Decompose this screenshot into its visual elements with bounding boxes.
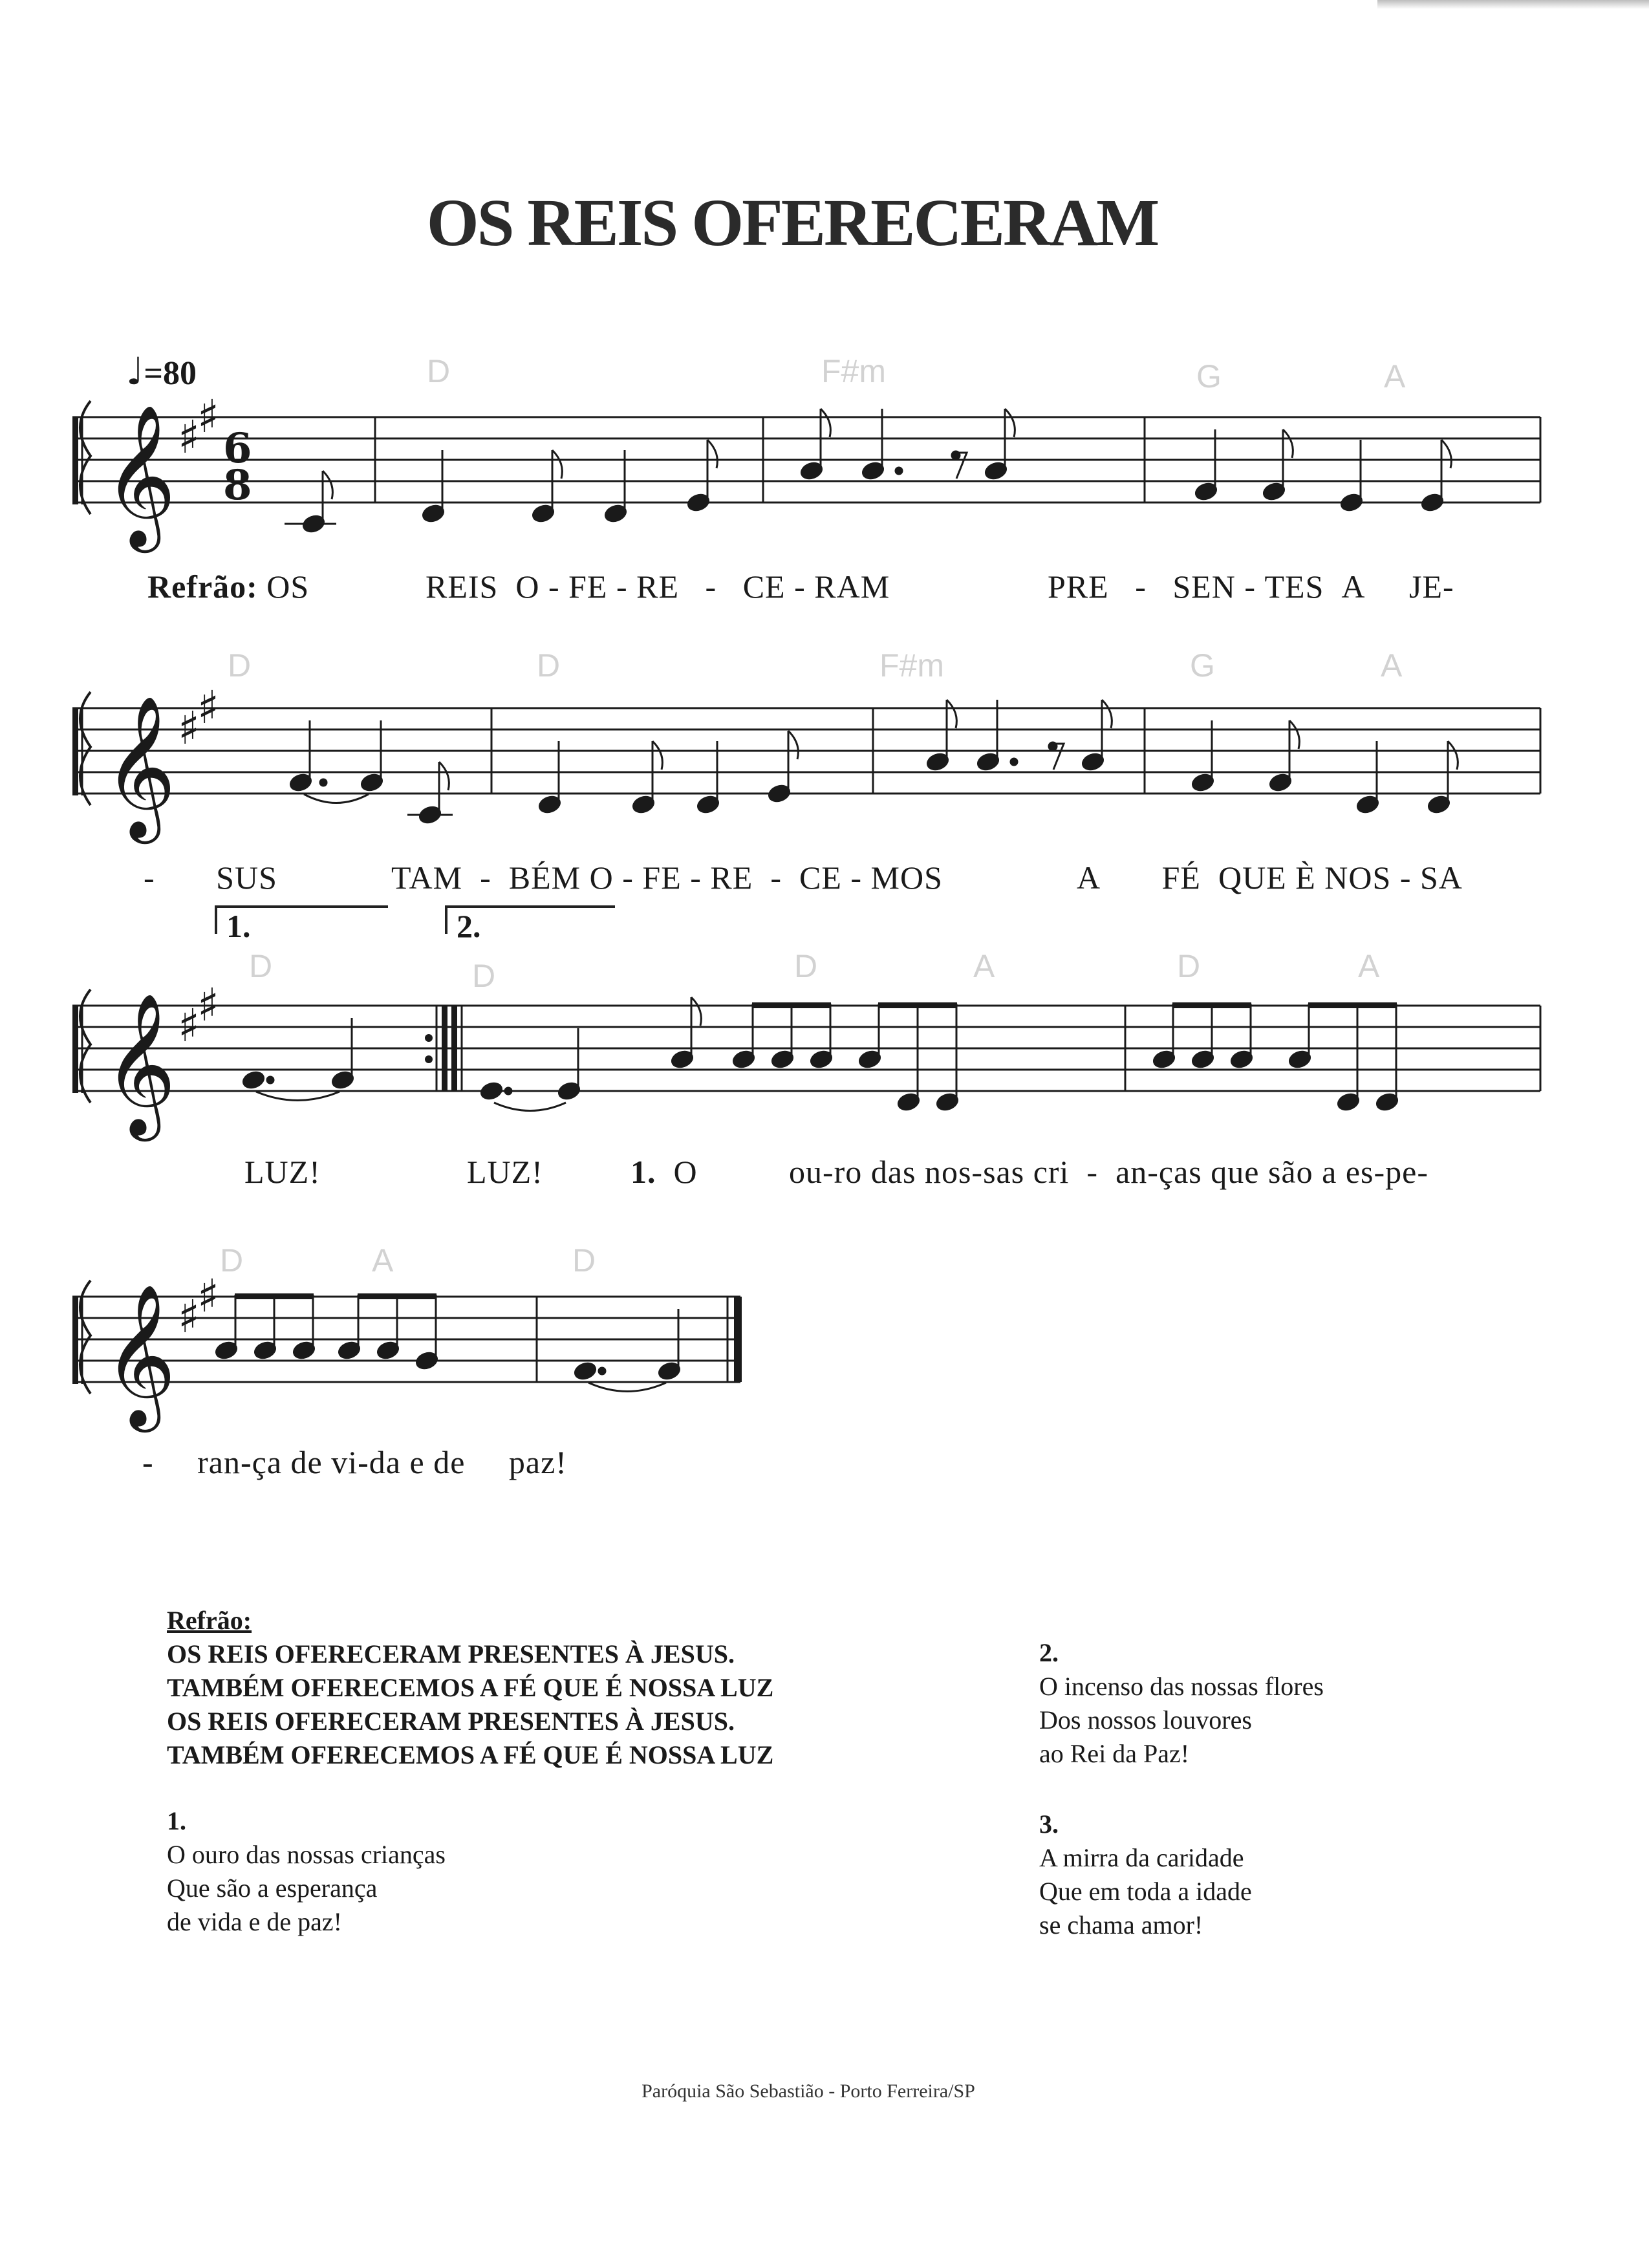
chord: D (220, 1242, 244, 1279)
treble-clef-icon: 𝄞 (103, 1283, 177, 1426)
chord: F#m (821, 353, 886, 389)
staff-system-4 (65, 1268, 776, 1436)
chord: D (427, 353, 451, 389)
verse-line: O ouro das nossas crianças (167, 1840, 446, 1869)
staff-system-2 (65, 679, 1552, 847)
treble-clef-icon: 𝄞 (103, 695, 177, 837)
song-title: OS REIS OFERECERAM (426, 186, 1158, 260)
verse-line: se chama amor! (1039, 1910, 1203, 1939)
scan-edge-shadow (1377, 0, 1649, 9)
chord: A (372, 1242, 394, 1279)
lyrics-line-2: - SUS (144, 859, 277, 896)
chord: A (1384, 358, 1406, 394)
lyrics-line-3c: 1. O (630, 1154, 698, 1190)
lyrics-line-1: Refrão: OS (147, 568, 310, 605)
lyrics-line-1c: PRE - SEN - TES A JE- (1048, 568, 1454, 605)
parish-footer: Paróquia São Sebastião - Porto Ferreira/SP (641, 2080, 975, 2102)
chord: F#m (879, 647, 944, 684)
quarter-note-icon: ♩ (126, 349, 144, 393)
verse-3-text (1039, 1808, 1252, 1942)
lyrics-line-3a: LUZ! (244, 1154, 321, 1190)
refrain-line: TAMBÉM OFERECEMOS A FÉ QUE É NOSSA LUZ (167, 1673, 774, 1702)
verse-2-text (1039, 1636, 1324, 1771)
verse-line: de vida e de paz! (167, 1907, 342, 1936)
sharp-icon: ♯ (197, 1269, 219, 1323)
lyrics-line-2c: A FÉ QUE È NOS - SA (1077, 859, 1463, 896)
sharp-icon: ♯ (197, 681, 219, 734)
verse-number: 3. (1039, 1809, 1059, 1839)
tempo-marking (126, 349, 197, 393)
sharp-icon: ♯ (178, 411, 200, 464)
staff-system-1 (65, 388, 1552, 556)
verse-line: Que são a esperança (167, 1874, 378, 1903)
chord: A (1381, 647, 1403, 684)
sharp-icon: ♯ (197, 390, 219, 443)
sharp-icon: ♯ (178, 999, 200, 1052)
verse-line: Dos nossos louvores (1039, 1705, 1252, 1734)
chord: D (472, 958, 496, 994)
sharp-icon: ♯ (178, 702, 200, 755)
lyrics-line-3b: LUZ! (467, 1154, 543, 1190)
refrain-line: OS REIS OFERECERAM PRESENTES À JESUS. (167, 1639, 735, 1669)
chord: G (1196, 358, 1222, 394)
chord: D (572, 1242, 596, 1279)
chord: G (1190, 647, 1215, 684)
verse-number: 2. (1039, 1638, 1059, 1667)
chord: D (537, 647, 561, 684)
lyrics-line-4: - ran-ça de vi-da e de paz! (142, 1444, 567, 1480)
lyrics-line-2b: TAM - BÉM O - FE - RE - CE - MOS (391, 859, 943, 896)
verse-line: O incenso das nossas flores (1039, 1672, 1324, 1701)
time-signature-top: 6 (223, 424, 252, 473)
sharp-icon: ♯ (178, 1290, 200, 1343)
staff-system-3 (65, 977, 1552, 1145)
refrain-line: OS REIS OFERECERAM PRESENTES À JESUS. (167, 1707, 735, 1736)
chord: D (228, 647, 252, 684)
verse-line: Que em toda a idade (1039, 1877, 1252, 1906)
verse-1-text (167, 1804, 446, 1939)
tempo-value: =80 (144, 355, 197, 392)
chord: D (249, 948, 273, 984)
sharp-icon: ♯ (197, 978, 219, 1031)
chord: A (973, 948, 995, 984)
refrain-text (167, 1604, 773, 1772)
treble-clef-icon: 𝄞 (103, 404, 177, 546)
refrain-line: TAMBÉM OFERECEMOS A FÉ QUE É NOSSA LUZ (167, 1740, 774, 1769)
chord: D (1177, 948, 1201, 984)
treble-clef-icon: 𝄞 (103, 992, 177, 1135)
chord: A (1358, 948, 1380, 984)
lyrics-line-1b: REIS O - FE - RE - CE - RAM (426, 568, 890, 605)
verse-label: 1. (630, 1154, 656, 1190)
lyrics-line-3d: ou-ro das nos-sas cri - an-ças que são a es-pe- (789, 1154, 1428, 1190)
refrain-heading: Refrão: (167, 1606, 252, 1635)
refrain-label: Refrão: (147, 568, 258, 605)
chord: D (794, 948, 818, 984)
first-ending-bracket: 1. (215, 905, 388, 934)
verse-line: ao Rei da Paz! (1039, 1739, 1190, 1768)
time-signature-bottom: 8 (223, 461, 252, 510)
verse-line: A mirra da caridade (1039, 1843, 1244, 1872)
second-ending-bracket: 2. (445, 905, 615, 934)
verse-number: 1. (167, 1806, 186, 1835)
